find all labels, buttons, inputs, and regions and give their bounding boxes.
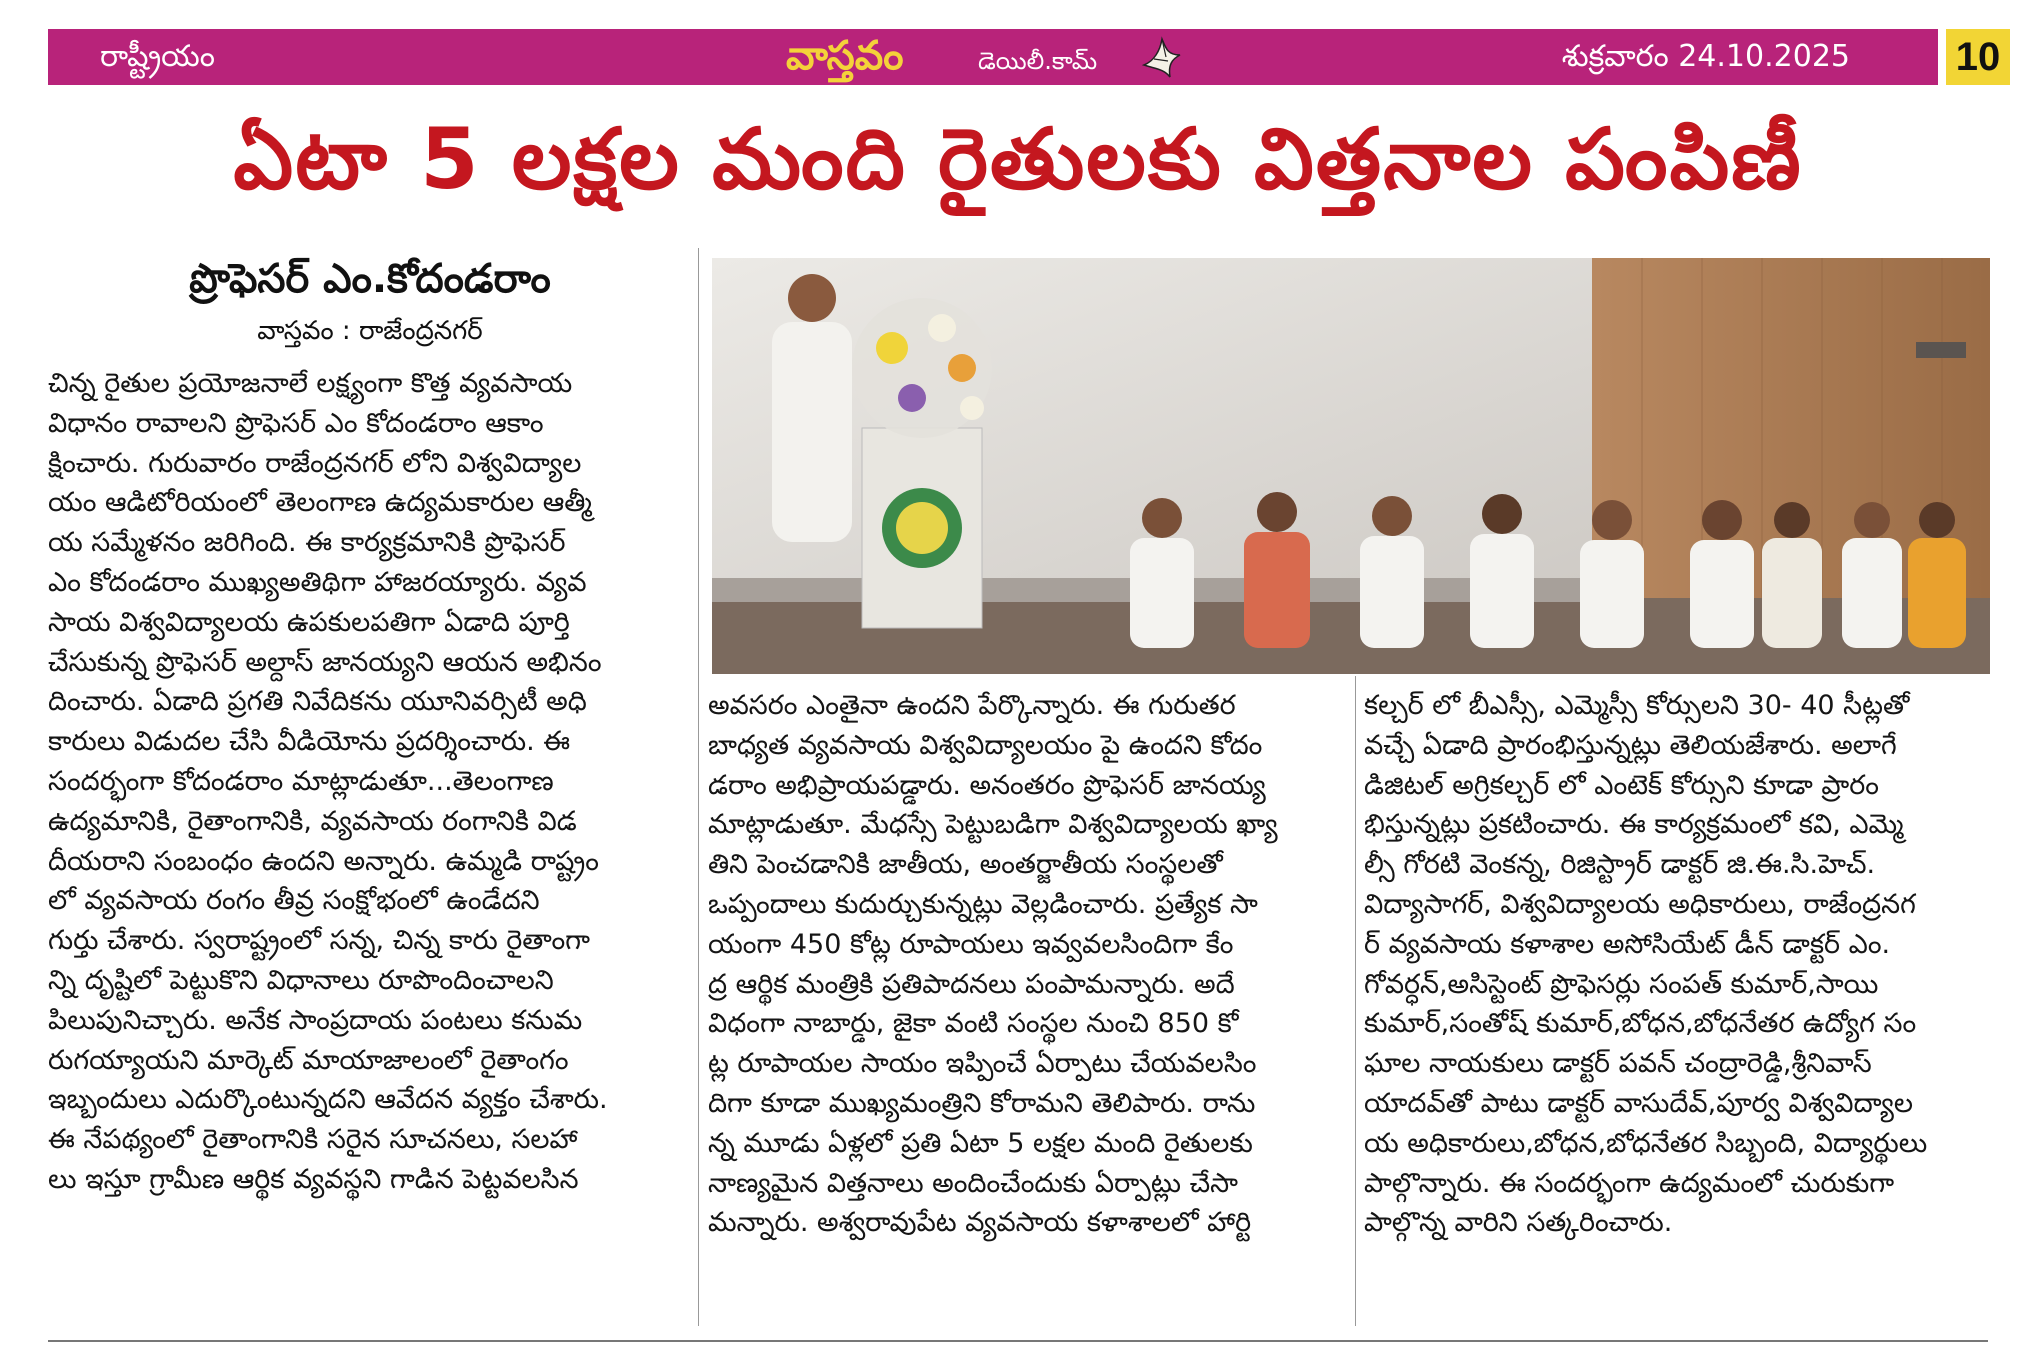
text-line: తిని పెంచడానికి జాతీయ, అంతర్జాతీయ సంస్థలతో xyxy=(708,849,1223,881)
brand-logo-text: వాస్తవం xyxy=(786,32,904,79)
text-line: కుమార్,సంతోష్ కుమార్,బోధన,బోధనేతర ఉద్యోగ సం xyxy=(1364,1008,1917,1040)
text-line: పాల్గొన్న వారిని సత్కరించారు. xyxy=(1364,1207,1673,1239)
text-line: క్షించారు. గురువారం రాజేంద్రనగర్ లోని విశ్వవిద్యాల xyxy=(48,447,582,479)
text-line: భిస్తున్నట్లు ప్రకటించారు. ఈ కార్యక్రమంలో కవి, ఎమ్మె xyxy=(1364,809,1904,841)
text-line: చేసుకున్న ప్రొఫెసర్ అల్దాస్ జానయ్యని ఆయన అభినం xyxy=(48,646,602,678)
page-bottom-rule xyxy=(48,1340,1988,1342)
text-line: ఘాల నాయకులు డాక్టర్ పవన్ చంద్రారెడ్డి,శ్రీనివాస్ xyxy=(1364,1048,1872,1080)
article-column-2 xyxy=(708,686,1346,1243)
text-line: రుగయ్యాయని మార్కెట్ మాయాజాలంలో రైతాంగం xyxy=(48,1044,569,1076)
text-line: ఉద్యమానికి, రైతాంగానికి, వ్యవసాయ రంగానికి విడ xyxy=(48,805,577,837)
masthead-bar xyxy=(48,29,1938,85)
column-divider xyxy=(698,248,699,1326)
text-line: ద్ర ఆర్థిక మంత్రికి ప్రతిపాదనలు పంపామన్నారు. అదే xyxy=(708,968,1235,1000)
text-line: ట్ల రూపాయల సాయం ఇప్పించే ఏర్పాటు చేయవలసిం xyxy=(708,1048,1257,1080)
section-label: రాష్ట్రీయం xyxy=(100,39,215,74)
text-line: య అధికారులు,బోధన,బోధనేతర సిబ్బంది, విద్యార్థులు xyxy=(1364,1127,1928,1159)
column-divider xyxy=(1355,676,1356,1326)
site-name: డెయిలీ.కామ్ xyxy=(978,47,1098,75)
text-line: బాధ్యత వ్యవసాయ విశ్వవిద్యాలయం పై ఉందని కోదం xyxy=(708,729,1263,761)
text-line: ఎం కోదండరాం ముఖ్యఅతిథిగా హాజరయ్యారు. వ్యవ xyxy=(48,566,587,598)
text-line: లు ఇస్తూ గ్రామీణ ఆర్థిక వ్యవస్థని గాడిన పెట్టవలసిన xyxy=(48,1163,579,1195)
text-line: దీయరాని సంబంధం ఉందని అన్నారు. ఉమ్మడి రాష్ట్రం xyxy=(48,845,599,877)
text-line: కారులు విడుదల చేసి వీడియోను ప్రదర్శించారు. ఈ xyxy=(48,726,571,758)
text-line: ల్సీ గోరటి వెంకన్న, రిజిస్ట్రార్ డాక్టర్ జి.ఈ.సి.హెచ్. xyxy=(1364,849,1876,881)
text-line: వచ్చే ఏడాది ప్రారంభిస్తున్నట్లు తెలియజేశారు. అలాగే xyxy=(1364,729,1897,761)
issue-date: శుక్రవారం 24.10.2025 xyxy=(1561,39,1850,74)
text-line: య సమ్మేళనం జరిగింది. ఈ కార్యక్రమానికి ప్రొఫెసర్ xyxy=(48,527,566,559)
text-line: దిగా కూడా ముఖ్యమంత్రిని కోరామని తెలిపారు. రాను xyxy=(708,1087,1256,1119)
article-headline: ఏటా 5 లక్షల మంది రైతులకు విత్తనాల పంపిణీ xyxy=(233,110,1803,208)
text-line: ఒప్పందాలు కుదుర్చుకున్నట్లు వెల్లడించారు. ప్రత్యేక సా xyxy=(708,888,1258,920)
article-dateline: వాస్తవం : రాజేంద్రనగర్ xyxy=(257,316,483,346)
text-line: ఈ నేపథ్యంలో రైతాంగానికి సరైన సూచనలు, సలహా xyxy=(48,1124,578,1156)
dove-logo-icon xyxy=(1140,35,1186,81)
text-line: యం ఆడిటోరియంలో తెలంగాణ ఉద్యమకారుల ఆత్మీ xyxy=(48,487,592,519)
text-line: గోవర్ధన్,అసిస్టెంట్ ప్రొఫెసర్లు సంపత్ కుమార్,సాయి xyxy=(1364,968,1879,1000)
text-line: పిలుపునిచ్చారు. అనేక సాంప్రదాయ పంటలు కనుమ xyxy=(48,1004,583,1036)
text-line: లో వ్యవసాయ రంగం తీవ్ర సంక్షోభంలో ఉండేదని xyxy=(48,885,540,917)
text-line: నాణ్యమైన విత్తనాలు అందించేందుకు ఏర్పాట్లు చేసా xyxy=(708,1167,1238,1199)
text-line: న్ని దృష్టిలో పెట్టుకొని విధానాలు రూపొందించాలని xyxy=(48,964,554,996)
text-line: మన్నారు. అశ్వరావుపేట వ్యవసాయ కళాశాలలో హార్టి xyxy=(708,1207,1252,1239)
event-photo-illustration xyxy=(712,258,1990,674)
text-line: ర్ వ్యవసాయ కళాశాల అసోసియేట్ డీన్ డాక్టర్ ఎం. xyxy=(1364,928,1891,960)
text-line: పాల్గొన్నారు. ఈ సందర్భంగా ఉద్యమంలో చురుకుగా xyxy=(1364,1167,1895,1199)
text-line: డిజిటల్ అగ్రికల్చర్ లో ఎంటెక్ కోర్సుని కూడా ప్రారం xyxy=(1364,769,1879,801)
text-line: సాయ విశ్వవిద్యాలయ ఉపకులపతిగా ఏడాది పూర్తి xyxy=(48,606,570,638)
event-photo xyxy=(712,258,1990,674)
text-line: యంగా 450 కోట్ల రూపాయలు ఇవ్వవలసిందిగా కేం xyxy=(708,928,1234,960)
article-column-3 xyxy=(1364,686,1988,1243)
page-number: 10 xyxy=(1946,29,2010,85)
article-byline: ప్రొఫెసర్ ఎం.కోదండరాం xyxy=(189,256,551,302)
text-line: దించారు. ఏడాది ప్రగతి నివేదికను యూనివర్సిటీ అధి xyxy=(48,686,587,718)
text-line: ఇబ్బందులు ఎదుర్కొంటున్నదని ఆవేదన వ్యక్తం చేశారు. xyxy=(48,1084,608,1116)
text-line: అవసరం ఎంతైనా ఉందని పేర్కొన్నారు. ఈ గురుతర xyxy=(708,690,1236,721)
text-line: విధంగా నాబార్డు, జైకా వంటి సంస్థల నుంచి 850 కో xyxy=(708,1008,1239,1040)
text-line: విధానం రావాలని ప్రొఫెసర్ ఎం కోదండరాం ఆకాం xyxy=(48,407,544,439)
text-line: న్న మూడు ఏళ్లలో ప్రతి ఏటా 5 లక్షల మంది రైతులకు xyxy=(708,1127,1253,1159)
text-line: డరాం అభిప్రాయపడ్డారు. అనంతరం ప్రొఫెసర్ జానయ్య xyxy=(708,769,1266,801)
text-line: చిన్న రైతుల ప్రయోజనాలే లక్ష్యంగా కొత్త వ్యవసాయ xyxy=(48,368,573,399)
article-column-1 xyxy=(48,364,688,1200)
text-line: యాదవ్‌తో పాటు డాక్టర్ వాసుదేవ్,పూర్వ విశ్వవిద్యాల xyxy=(1364,1087,1914,1119)
text-line: గుర్తు చేశారు. స్వరాష్ట్రంలో సన్న, చిన్న కారు రైతాంగా xyxy=(48,925,591,957)
text-line: మాట్లాడుతూ. మేధస్సే పెట్టుబడిగా విశ్వవిద్యాలయ ఖ్యా xyxy=(708,809,1278,841)
text-line: కల్చర్ లో బీఎస్సీ, ఎమ్మెస్సీ కోర్సులని 30- 40 సీట్లతో xyxy=(1364,690,1910,721)
text-line: సందర్భంగా కోదండరాం మాట్లాడుతూ...తెలంగాణ xyxy=(48,765,554,797)
text-line: విద్యాసాగర్, విశ్వవిద్యాలయ అధికారులు, రాజేంద్రనగ xyxy=(1364,888,1916,920)
